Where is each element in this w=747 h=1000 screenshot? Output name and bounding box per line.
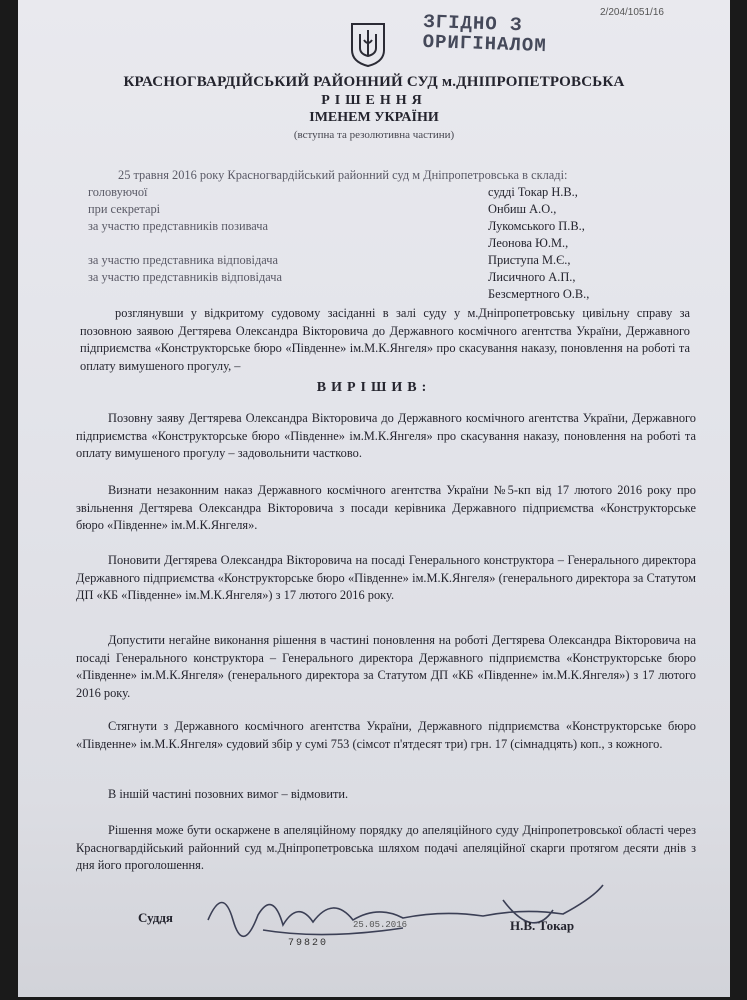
signature-date: 25.05.2016 [353, 920, 408, 930]
decision-paragraph: Визнати незаконним наказ Державного космічного агентства України №5-кп від 17 лютого 2016 року про звільнення Дегтярева Олександра Вікторовича з посади керівника Державного підприємства «Конструкторське бюро «Південне» ім.М.К.Янгеля». [76, 483, 696, 533]
decision-paragraph: Допустити негайне виконання рішення в частині поновлення на роботі Дегтярева Олександра Вікторовича на посаді Генерального конструктора – Генерального директора Державного підприємства «Конструкторське бюро «Південне» ім.М.К.Янгеля» (генерального директора за Статутом ДП «КБ «Південне» ім.М.К.Янгеля») з 17 лютого 2016 року. [76, 633, 696, 700]
stamp-line-2: ОРИГІНАЛОМ [422, 30, 548, 58]
decision-paragraph: В іншій частині позовних вимог – відмовити. [108, 787, 349, 801]
decision-paragraph: Позовну заяву Дегтярева Олександра Вікторовича до Державного космічного агентства України, Державного підприємства «Конструкторське бюро «Південне» ім.М.К.Янгеля» про скасування наказу, поновлення на роботі та оплату вимушеного прогулу – задовольнити частково. [76, 411, 696, 461]
participant-name: судді Токар Н.В., [488, 185, 578, 199]
intro-first-line: 25 травня 2016 року Красногвардійський районний суд м Дніпропетровська в складі: [118, 168, 568, 182]
document-number: 2/204/1051/16 [600, 7, 664, 18]
role-label: за участю представників позивача [88, 219, 269, 233]
document-parts-note: (вступна та резолютивна частини) [293, 129, 455, 141]
document-subtitle: ІМЕНЕМ УКРАЇНИ [309, 110, 439, 125]
stamp-line-1: ЗГІДНО З [423, 10, 523, 37]
judge-name: Н.В. Токар [510, 918, 575, 933]
role-label: за участю представників відповідача [88, 270, 282, 284]
participant-name: Онбиш А.О., [488, 202, 557, 216]
decision-paragraph: Рішення може бути оскаржене в апеляційному порядку до апеляційного суду Дніпропетровської області через Красногвардійський районний суд м.Дніпропетровська шляхом подачі апеляційної скарги протягом десяти днів з дня його проголошення. [76, 823, 696, 873]
participant-name: Приступа М.Є., [488, 253, 571, 267]
signature-label: Суддя [138, 910, 173, 925]
decision-paragraph: Стягнути з Державного космічного агентства України, Державного підприємства «Конструкторське бюро «Південне» ім.М.К.Янгеля» судовий збір у сумі 753 (сімсот п'ятдесят три) грн. 17 (сімнадцять) коп., з кожного. [76, 719, 696, 751]
document-page [18, 0, 730, 997]
participant-name: Безсмертного О.В., [488, 287, 590, 301]
coat-of-arms-icon [348, 20, 388, 68]
role-label: головуючої [88, 185, 148, 199]
role-label: за участю представника відповідача [88, 253, 279, 267]
decision-paragraph: Поновити Дегтярева Олександра Вікторовича на посаді Генерального конструктора – Генерального директора Державного підприємства «Конструкторське бюро «Південне» ім.М.К.Янгеля» (генерального директора за Статутом ДП «КБ «Південне» ім.М.К.Янгеля») з 17 лютого 2016 року. [76, 553, 696, 603]
participant-name: Лисичного А.П., [488, 270, 576, 284]
footer-mark: 79820 [288, 938, 329, 949]
document-title: РІШЕННЯ [321, 93, 427, 108]
participant-name: Лукомського П.В., [488, 219, 585, 233]
court-name: КРАСНОГВАРДІЙСЬКИЙ РАЙОННИЙ СУД м.ДНІПРОПЕТРОВСЬКА [123, 74, 625, 90]
conformity-stamp [422, 12, 547, 56]
role-label: при секретарі [88, 202, 161, 216]
case-description: розглянувши у відкритому судовому засіданні в залі суду у м.Дніпропетровську цивільну справу за позовною заявою Дегтярева Олександра Вікторовича до Державного космічного агентства України, Державного підприємства «Конструкторське бюро «Південне» ім.М.К.Янгеля» про скасування наказу, поновлення на роботі та оплату вимушеного прогулу, – [80, 306, 690, 373]
resolved-heading: ВИРІШИВ: [316, 380, 432, 395]
participant-name: Леонова Ю.М., [488, 236, 569, 250]
handwritten-signature [203, 880, 623, 950]
